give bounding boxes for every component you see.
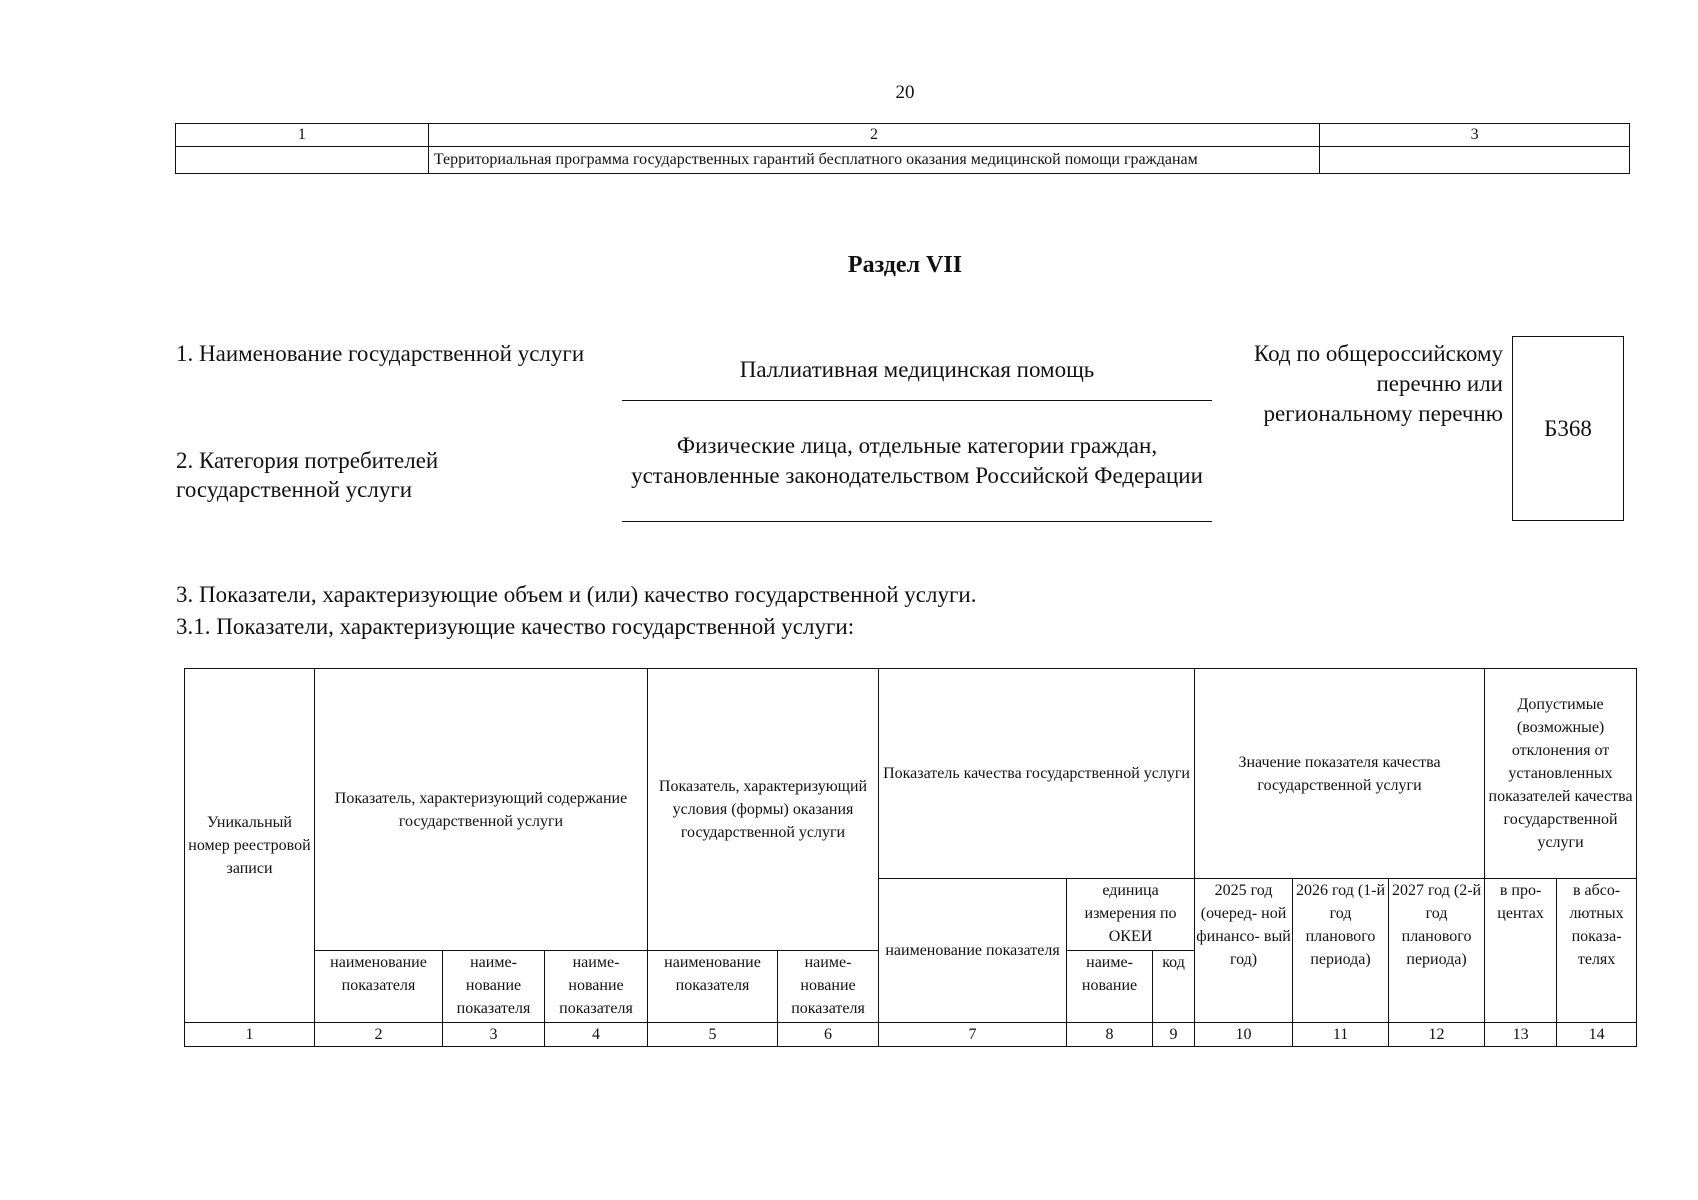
top-table-header-3: 3 [1320,124,1630,147]
top-table [175,123,1630,174]
service-name-value: Паллиативная медицинская помощь [739,357,1095,382]
column-number: 5 [648,1023,778,1047]
header-conditions-indicator: Показатель, характеризующий условия (формы) оказания государственной услуги [648,669,879,951]
consumer-category-label: 2. Категория потребителей государственной услуги [176,448,439,502]
header-quality-indicator: Показатель качества государственной услуги [879,669,1195,879]
column-number: 3 [443,1023,545,1047]
header-unit-name: наиме- нование [1067,951,1153,1023]
top-table-empty-cell-3 [1320,147,1630,174]
header-indicator-name: наименование показателя [879,879,1067,1023]
header-deviation-percent: в про- центах [1485,879,1557,1023]
column-number: 11 [1293,1023,1389,1047]
column-number: 12 [1389,1023,1485,1047]
header-unique-number: Уникальный номер реестровой записи [185,669,315,1023]
subheader-content-1: наименование показателя [315,951,443,1023]
column-number: 2 [315,1023,443,1047]
consumer-category-underline [622,521,1212,522]
header-unit-code: код [1153,951,1195,1023]
subheader-conditions-2: наиме- нование показателя [778,951,879,1023]
section-3-heading: 3. Показатели, характеризующие объем и (или) качество государственной услуги. [176,582,977,607]
subheader-content-3: наиме- нование показателя [545,951,648,1023]
column-number: 14 [1557,1023,1637,1047]
header-content-indicator: Показатель, характеризующий содержание государственной услуги [315,669,648,951]
consumer-category-value: Физические лица, отдельные категории граждан, установленные законодательством Российской Федерации [631,433,1203,488]
column-number: 10 [1195,1023,1293,1047]
column-number: 8 [1067,1023,1153,1047]
top-table-empty-cell-1 [176,147,429,174]
header-year-2026: 2026 год (1-й год планового периода) [1293,879,1389,1023]
column-number: 1 [185,1023,315,1047]
column-number: 13 [1485,1023,1557,1047]
column-number: 7 [879,1023,1067,1047]
header-unit-okei: единица измерения по ОКЕИ [1067,879,1195,951]
subheader-content-2: наиме- нование показателя [443,951,545,1023]
header-quality-value: Значение показателя качества государственной услуги [1195,669,1485,879]
column-number: 4 [545,1023,648,1047]
top-table-header-1: 1 [176,124,429,147]
quality-indicators-table [184,668,1637,1047]
section-3-1-heading: 3.1. Показатели, характеризующие качество государственной услуги: [176,614,855,639]
top-table-program-text: Территориальная программа государственных гарантий бесплатного оказания медицинской помощи гражданам [428,147,1319,174]
section-title: Раздел VII [847,252,963,278]
code-label: Код по общероссийскому перечню или региональному перечню [1253,341,1503,426]
service-name-label: 1. Наименование государственной услуги [176,341,585,366]
header-allowed-deviation: Допустимые (возможные) отклонения от установленных показателей качества государственной услуги [1485,669,1637,879]
header-deviation-absolute: в абсо- лютных показа- телях [1557,879,1637,1023]
top-table-header-2: 2 [428,124,1319,147]
column-number: 6 [778,1023,879,1047]
code-value: Б368 [1544,415,1592,441]
column-number: 9 [1153,1023,1195,1047]
subheader-conditions-1: наименование показателя [648,951,778,1023]
code-box [1512,336,1624,521]
service-name-underline [622,400,1212,401]
page-number: 20 [895,82,915,103]
header-year-2025: 2025 год (очеред- ной финансо- вый год) [1195,879,1293,1023]
header-year-2027: 2027 год (2-й год планового периода) [1389,879,1485,1023]
